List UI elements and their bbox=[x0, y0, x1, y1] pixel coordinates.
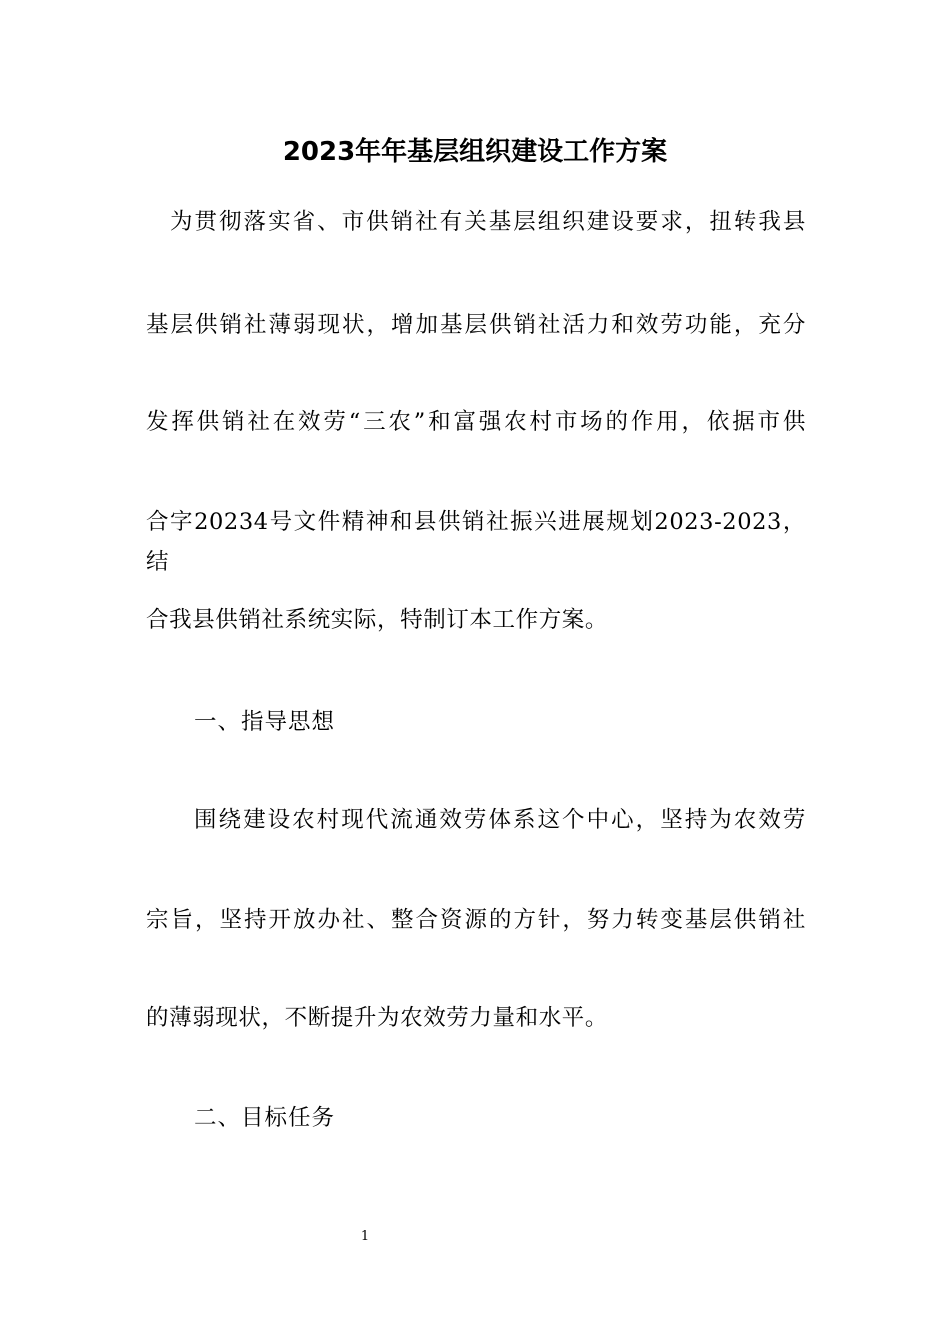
paragraph-line: 为贯彻落实省、市供销社有关基层组织建设要求，扭转我县 bbox=[170, 209, 806, 235]
paragraph-line: 围绕建设农村现代流通效劳体系这个中心，坚持为农效劳 bbox=[194, 807, 806, 833]
section-heading-guiding-ideology: 一、指导思想 bbox=[194, 709, 336, 735]
paragraph-line: 宗旨，坚持开放办社、整合资源的方针，努力转变基层供销社 bbox=[146, 907, 806, 933]
paragraph-line: 基层供销社薄弱现状，增加基层供销社活力和效劳功能，充分 bbox=[146, 312, 806, 338]
page-number: 1 bbox=[360, 1229, 370, 1244]
paragraph-line: 的薄弱现状，不断提升为农效劳力量和水平。 bbox=[146, 1005, 609, 1031]
section-heading-goals-tasks: 二、目标任务 bbox=[194, 1105, 336, 1131]
paragraph-line: 合我县供销社系统实际，特制订本工作方案。 bbox=[146, 607, 609, 633]
paragraph-line: 合字20234号文件精神和县供销社振兴进展规划2023-2023，结 bbox=[146, 509, 806, 575]
document-title: 2023年年基层组织建设工作方案 bbox=[282, 137, 668, 167]
paragraph-line: 发挥供销社在效劳“三农”和富强农村市场的作用，依据市供 bbox=[146, 409, 806, 435]
